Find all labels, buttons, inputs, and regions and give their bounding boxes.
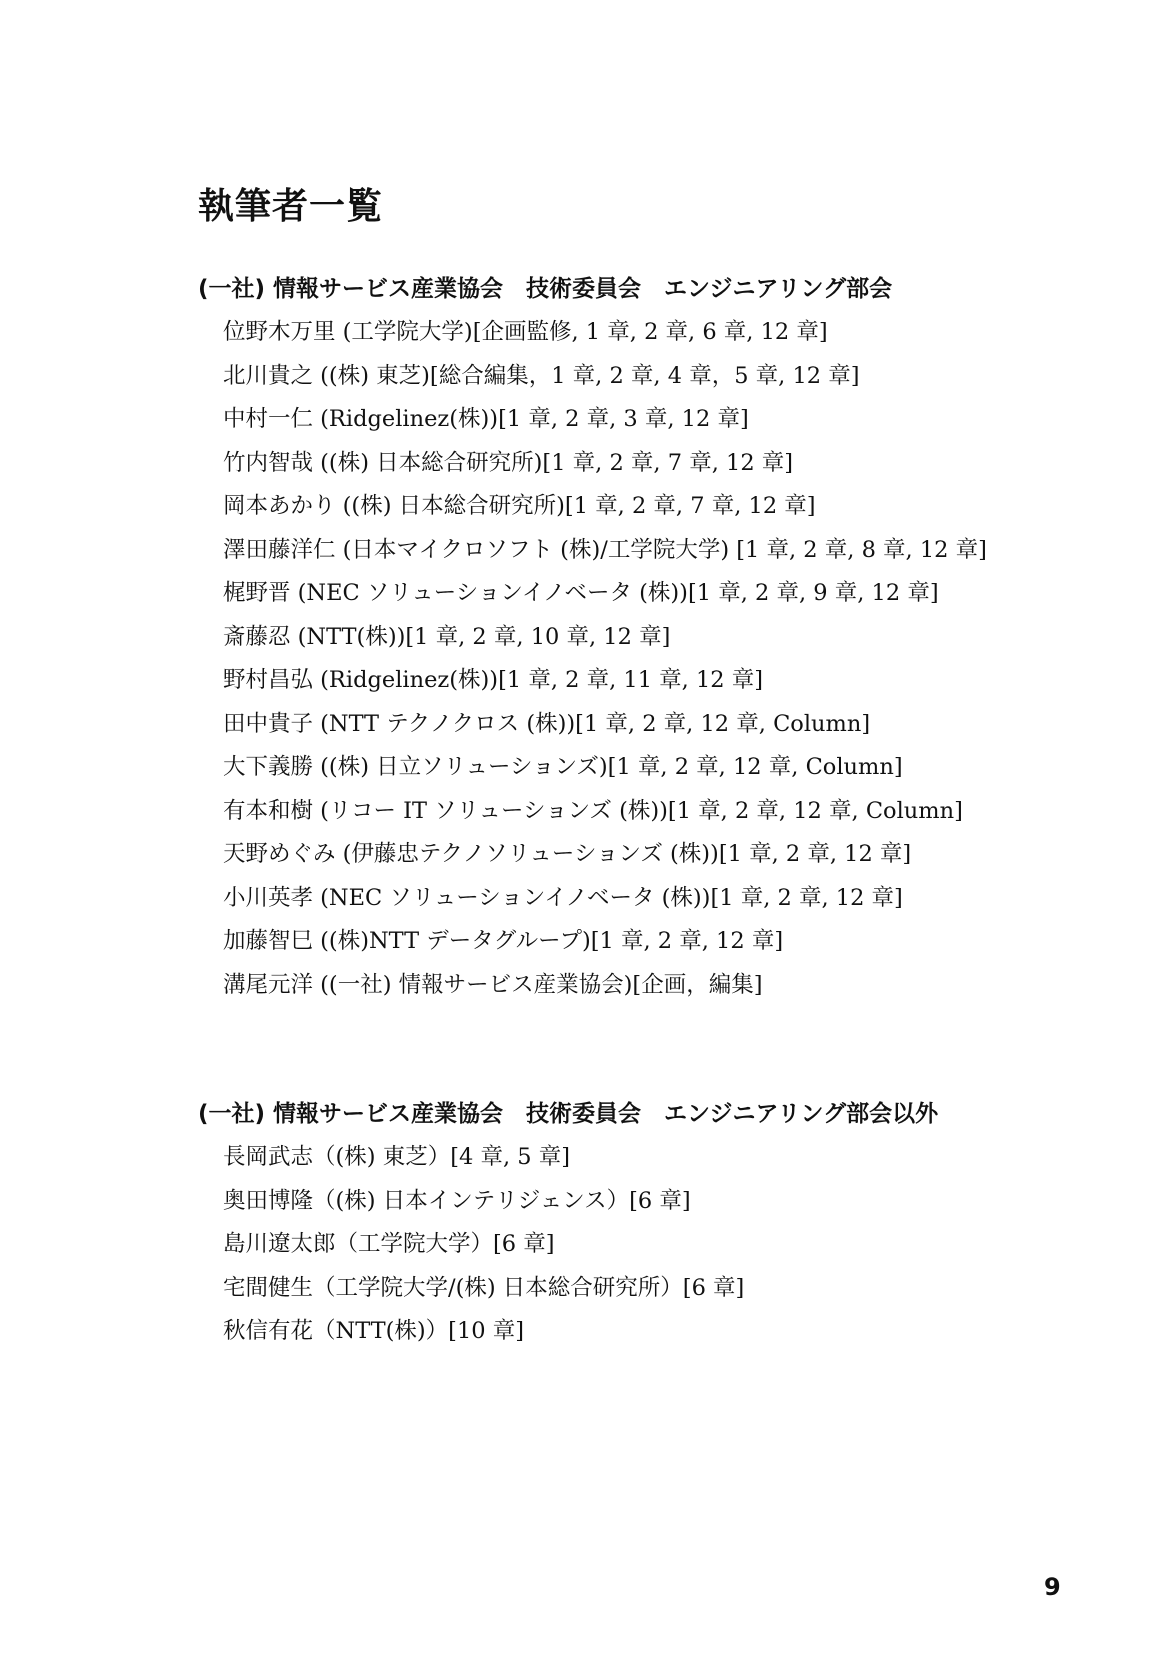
author-entry: 大下義勝 ((株) 日立ソリューションズ)[1 章, 2 章, 12 章, Column] [223, 754, 903, 780]
author-entry: 岡本あかり ((株) 日本総合研究所)[1 章, 2 章, 7 章, 12 章] [223, 493, 816, 519]
section-heading: (一社) 情報サービス産業協会 技術委員会 エンジニアリング部会以外 [198, 1101, 939, 1127]
author-entry: 奥田博隆（(株) 日本インテリジェンス）[6 章] [223, 1187, 691, 1214]
page-number: 9 [1044, 1573, 1061, 1601]
author-entry: 島川遼太郎（工学院大学）[6 章] [223, 1231, 555, 1257]
author-entry: 中村一仁 (Ridgelinez(株))[1 章, 2 章, 3 章, 12 章] [223, 406, 749, 432]
author-entry: 梶野晋 (NEC ソリューションイノベータ (株))[1 章, 2 章, 9 章, 12 章] [223, 580, 939, 606]
section-engineering-committee [198, 268, 1058, 1007]
author-entry: 天野めぐみ (伊藤忠テクノソリューションズ (株))[1 章, 2 章, 12 章] [223, 841, 912, 867]
author-entry: 小川英孝 (NEC ソリューションイノベータ (株))[1 章, 2 章, 12 章] [223, 884, 903, 911]
author-entry: 澤田藤洋仁 (日本マイクロソフト (株)/工学院大学) [1 章, 2 章, 8 章, 12 章] [223, 536, 987, 563]
author-entry: 加藤智巳 ((株)NTT データグループ)[1 章, 2 章, 12 章] [223, 928, 784, 954]
author-entry: 斎藤忍 (NTT(株))[1 章, 2 章, 10 章, 12 章] [223, 623, 671, 650]
section-heading: (一社) 情報サービス産業協会 技術委員会 エンジニアリング部会 [198, 276, 893, 302]
author-entry: 田中貴子 (NTT テクノクロス (株))[1 章, 2 章, 12 章, Column] [223, 710, 871, 737]
author-entry: 溝尾元洋 ((一社) 情報サービス産業協会)[企画，編集] [223, 971, 763, 998]
author-entry: 竹内智哉 ((株) 日本総合研究所)[1 章, 2 章, 7 章, 12 章] [223, 449, 794, 476]
author-entry: 位野木万里 (工学院大学)[企画監修, 1 章, 2 章, 6 章, 12 章] [223, 319, 828, 345]
page-title: 執筆者一覧 [198, 186, 384, 227]
author-list [198, 311, 1058, 1007]
author-list [198, 1136, 1058, 1354]
author-entry: 野村昌弘 (Ridgelinez(株))[1 章, 2 章, 11 章, 12 章] [223, 667, 764, 693]
author-entry: 宅間健生（工学院大学/(株) 日本総合研究所）[6 章] [223, 1274, 745, 1301]
author-entry: 秋信有花（NTT(株)）[10 章] [223, 1318, 525, 1344]
author-entry: 有本和樹 (リコー IT ソリューションズ (株))[1 章, 2 章, 12 章, Column] [223, 797, 963, 824]
author-entry: 北川貴之 ((株) 東芝)[総合編集，1 章, 2 章, 4 章，5 章, 12 章] [223, 362, 860, 389]
section-outside-committee [198, 1093, 1058, 1354]
author-entry: 長岡武志（(株) 東芝）[4 章, 5 章] [223, 1144, 571, 1170]
